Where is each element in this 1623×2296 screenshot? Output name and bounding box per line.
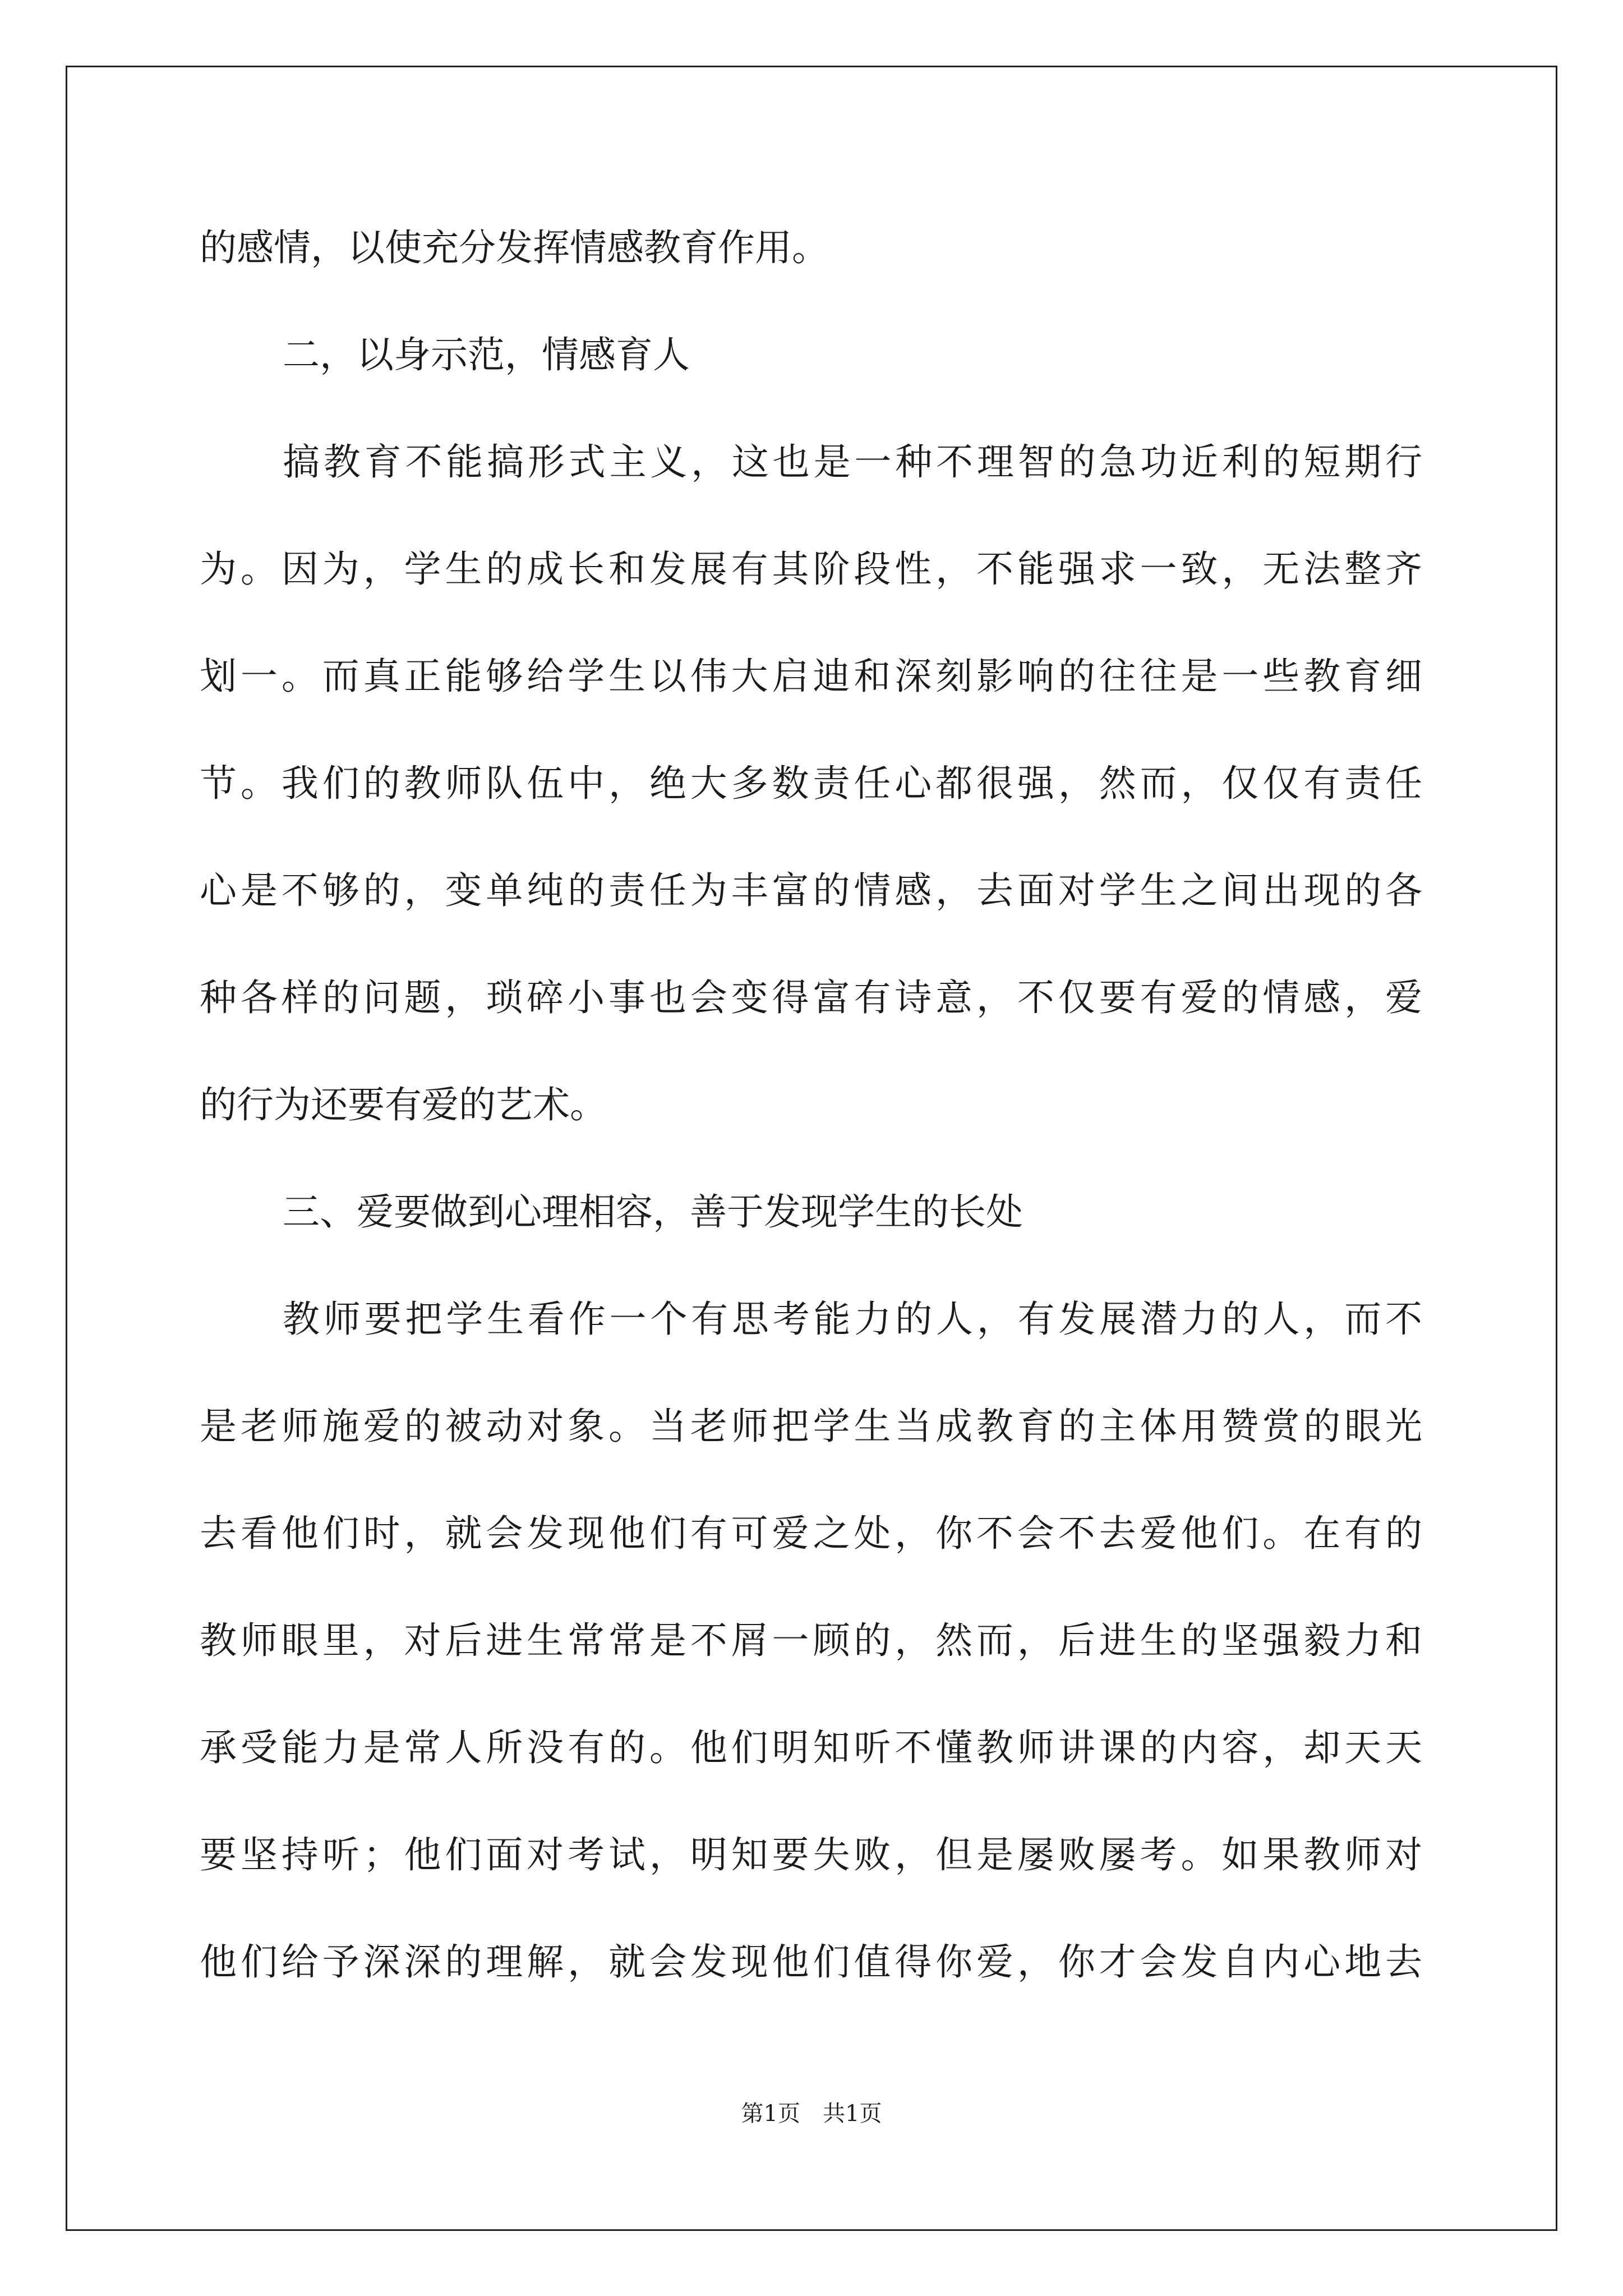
text-line: 他们给予深深的理解，就会发现他们值得你爱，你才会发自内心地去 — [200, 1940, 1422, 1984]
text-line: 承受能力是常人所没有的。他们明知听不懂教师讲课的内容，却天天 — [200, 1726, 1422, 1769]
page-footer: 第1页 共1页 — [741, 2101, 882, 2127]
text-line: 搞教育不能搞形式主义，这也是一种不理智的急功近利的短期行 — [283, 440, 1422, 484]
text-line: 去看他们时，就会发现他们有可爱之处，你不会不去爱他们。在有的 — [200, 1512, 1422, 1555]
section-heading: 三、爱要做到心理相容，善于发现学生的长处 — [283, 1190, 1023, 1234]
text-line: 节。我们的教师队伍中，绝大多数责任心都很强，然而，仅仅有责任 — [200, 762, 1422, 805]
text-line: 心是不够的，变单纯的责任为丰富的情感，去面对学生之间出现的各 — [200, 869, 1422, 912]
text-line: 划一。而真正能够给学生以伟大启迪和深刻影响的往往是一些教育细 — [200, 655, 1422, 698]
text-line: 教师要把学生看作一个有思考能力的人，有发展潜力的人，而不 — [283, 1297, 1422, 1341]
text-line: 的感情，以使充分发挥情感教育作用。 — [200, 226, 829, 269]
section-heading: 二，以身示范，情感育人 — [283, 333, 690, 376]
text-line: 种各样的问题，琐碎小事也会变得富有诗意，不仅要有爱的情感，爱 — [200, 976, 1422, 1019]
text-line: 要坚持听；他们面对考试，明知要失败，但是屡败屡考。如果教师对 — [200, 1833, 1422, 1876]
text-line: 教师眼里，对后进生常常是不屑一顾的，然而，后进生的坚强毅力和 — [200, 1619, 1422, 1662]
text-line: 的行为还要有爱的艺术。 — [200, 1083, 607, 1126]
page-border — [66, 66, 1557, 2231]
text-line: 为。因为，学生的成长和发展有其阶段性，不能强求一致，无法整齐 — [200, 547, 1422, 591]
text-line: 是老师施爱的被动对象。当老师把学生当成教育的主体用赞赏的眼光 — [200, 1405, 1422, 1448]
